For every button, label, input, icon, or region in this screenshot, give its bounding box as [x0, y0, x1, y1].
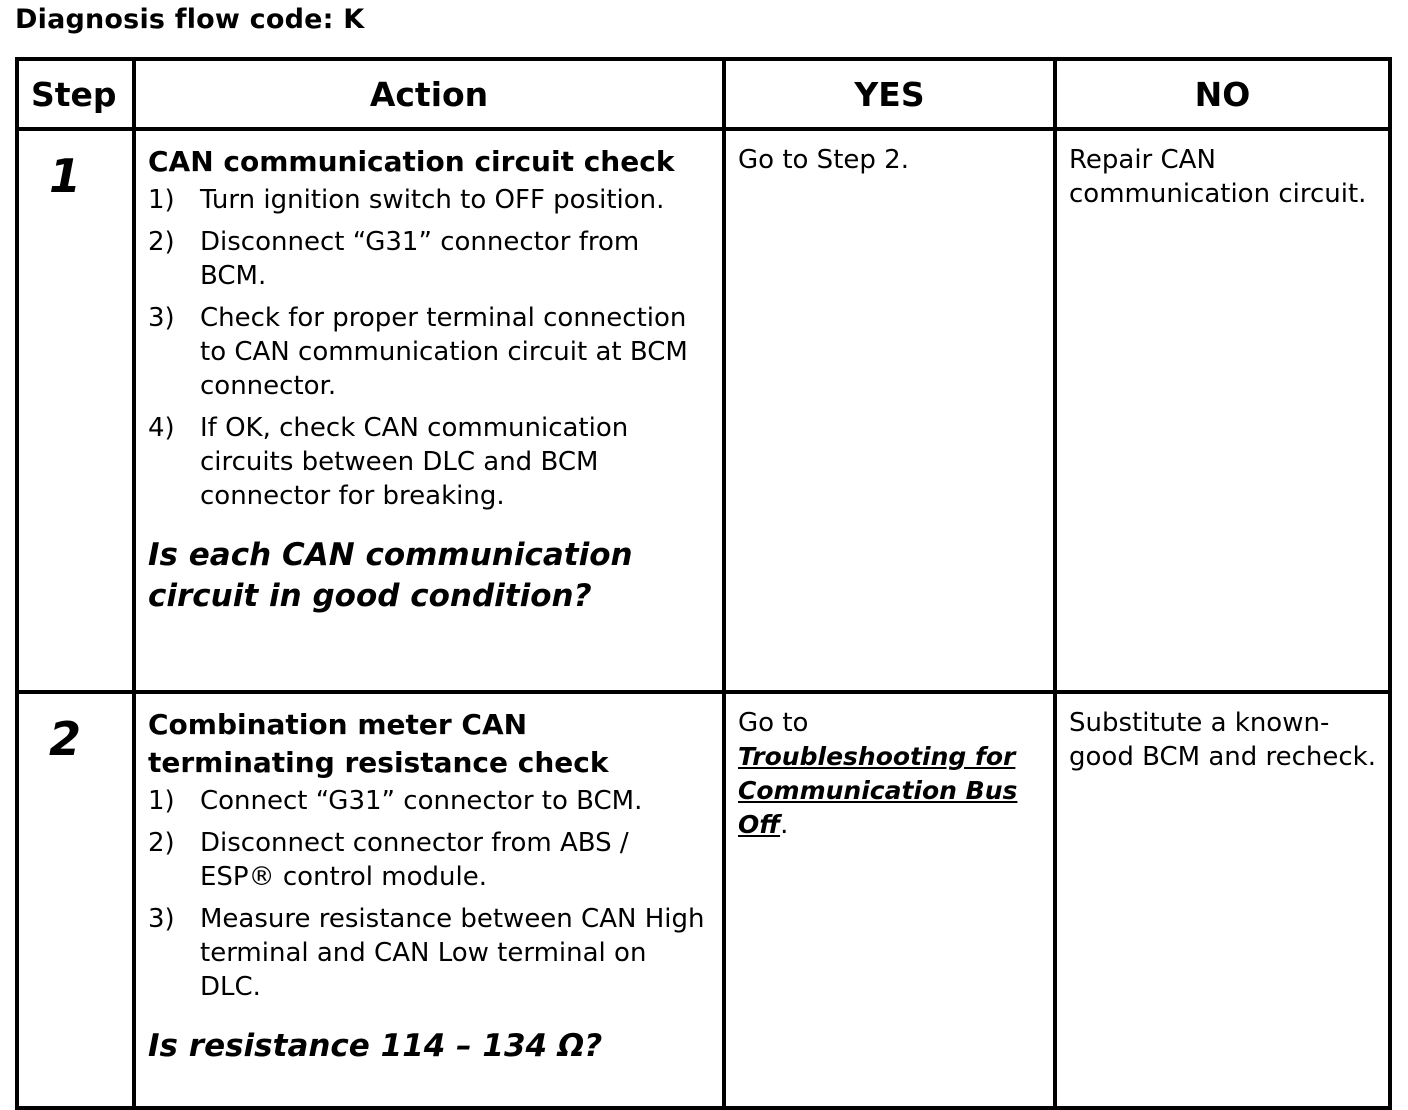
step-index: 3): [148, 303, 175, 333]
yes-cell: [724, 129, 1055, 692]
action-question: Is each CAN communication circuit in good condition?: [148, 537, 633, 614]
no-cell: [1055, 692, 1390, 1108]
no-text: Repair CAN communication circuit.: [1069, 145, 1367, 209]
yes-suffix: .: [780, 810, 789, 840]
header-action: Action: [134, 59, 724, 129]
step-text: Disconnect “G31” connector from BCM.: [200, 227, 640, 291]
action-title: Combination meter CAN terminating resistance check: [148, 708, 609, 779]
header-row: [17, 59, 1390, 129]
list-item: [148, 826, 708, 894]
header-step: Step: [17, 59, 134, 129]
list-item: [148, 784, 708, 818]
step-text: Measure resistance between CAN High terminal and CAN Low terminal on DLC.: [200, 904, 705, 1002]
troubleshooting-link[interactable]: Troubleshooting for Communication Bus Off: [738, 742, 1018, 839]
action-title: CAN communication circuit check: [148, 145, 675, 178]
header-no: NO: [1055, 59, 1390, 129]
page-title: Diagnosis flow code: K: [15, 4, 365, 35]
step-index: 2): [148, 227, 175, 257]
step-text: Check for proper terminal connection to CAN communication circuit at BCM connector.: [200, 303, 688, 401]
step-index: 4): [148, 413, 175, 443]
action-steps: [148, 784, 708, 1004]
step-text: If OK, check CAN communication circuits between DLC and BCM connector for breaking.: [200, 413, 629, 511]
diagnosis-table: [15, 57, 1392, 1110]
header-yes: YES: [724, 59, 1055, 129]
no-cell: [1055, 129, 1390, 692]
step-text: Turn ignition switch to OFF position.: [200, 185, 665, 215]
table-row: [17, 129, 1390, 692]
action-cell: [134, 129, 724, 692]
table-row: [17, 692, 1390, 1108]
list-item: [148, 902, 708, 1004]
step-text: Connect “G31” connector to BCM.: [200, 786, 643, 816]
step-index: 1): [148, 185, 175, 215]
step-index: 1): [148, 786, 175, 816]
action-question: Is resistance 114 – 134 Ω?: [148, 1028, 603, 1064]
step-number: 1: [17, 129, 134, 692]
action-cell: [134, 692, 724, 1108]
list-item: [148, 225, 708, 293]
step-index: 3): [148, 904, 175, 934]
yes-text: Go to Step 2.: [738, 145, 909, 175]
list-item: [148, 301, 708, 403]
yes-prefix: Go to: [738, 708, 809, 738]
step-text: Disconnect connector from ABS / ESP® control module.: [200, 828, 629, 892]
action-steps: [148, 183, 708, 513]
step-number: 2: [17, 692, 134, 1108]
list-item: [148, 411, 708, 513]
no-text: Substitute a known-good BCM and recheck.: [1069, 708, 1376, 772]
yes-cell: [724, 692, 1055, 1108]
list-item: [148, 183, 708, 217]
step-index: 2): [148, 828, 175, 858]
yes-text: [726, 694, 1053, 842]
